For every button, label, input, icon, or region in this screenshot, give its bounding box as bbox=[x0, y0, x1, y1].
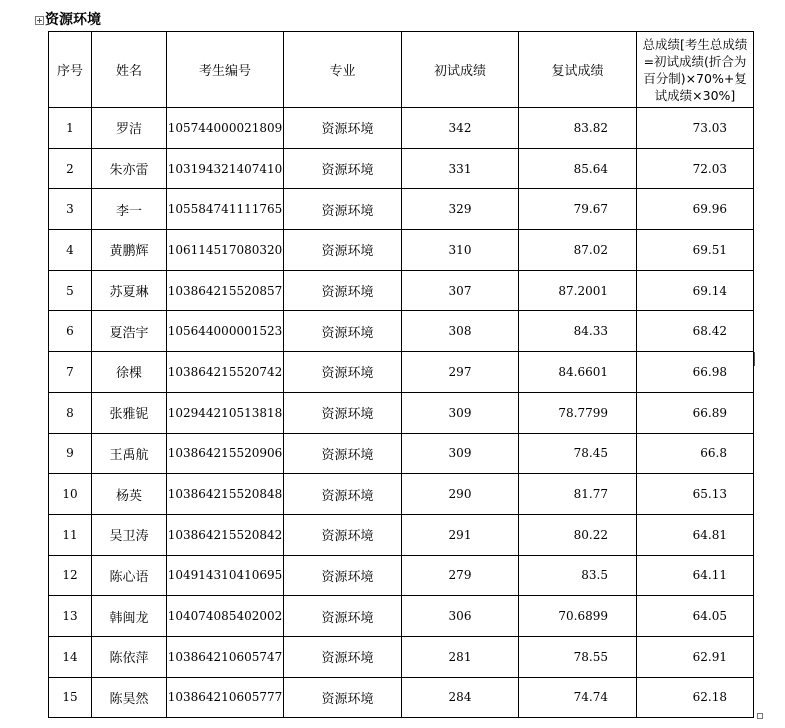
cell-no: 6 bbox=[49, 311, 92, 352]
cell-name: 陈依萍 bbox=[92, 636, 167, 677]
cell-total: 64.81 bbox=[637, 514, 754, 555]
cell-major: 资源环境 bbox=[284, 474, 402, 515]
cell-retest: 81.77 bbox=[519, 474, 637, 515]
cell-initial: 281 bbox=[402, 636, 519, 677]
cell-no: 4 bbox=[49, 230, 92, 271]
cell-name: 苏夏琳 bbox=[92, 270, 167, 311]
cell-major: 资源环境 bbox=[284, 148, 402, 189]
cell-name: 张雅铌 bbox=[92, 392, 167, 433]
cell-name: 朱亦雷 bbox=[92, 148, 167, 189]
cell-retest: 84.6601 bbox=[519, 352, 637, 393]
score-table bbox=[48, 31, 754, 718]
cell-initial: 307 bbox=[402, 270, 519, 311]
cell-no: 12 bbox=[49, 555, 92, 596]
table-row bbox=[49, 514, 754, 555]
cell-major: 资源环境 bbox=[284, 311, 402, 352]
table-row bbox=[49, 596, 754, 637]
cell-no: 7 bbox=[49, 352, 92, 393]
cell-no: 10 bbox=[49, 474, 92, 515]
cell-retest: 83.5 bbox=[519, 555, 637, 596]
cell-initial: 309 bbox=[402, 433, 519, 474]
cell-name: 罗洁 bbox=[92, 108, 167, 149]
cell-name: 吴卫涛 bbox=[92, 514, 167, 555]
cell-major: 资源环境 bbox=[284, 555, 402, 596]
cell-no: 5 bbox=[49, 270, 92, 311]
cell-major: 资源环境 bbox=[284, 270, 402, 311]
cell-initial: 342 bbox=[402, 108, 519, 149]
cell-major: 资源环境 bbox=[284, 433, 402, 474]
col-header-total: 总成绩[考生总成绩=初试成绩(折合为百分制)×70%+复试成绩×30%] bbox=[637, 32, 754, 108]
cell-initial: 297 bbox=[402, 352, 519, 393]
table-row bbox=[49, 270, 754, 311]
cell-id: 103864215520842 bbox=[167, 514, 284, 555]
cell-retest: 70.6899 bbox=[519, 596, 637, 637]
page-title: 资源环境 bbox=[45, 12, 101, 28]
table-row bbox=[49, 189, 754, 230]
cell-initial: 291 bbox=[402, 514, 519, 555]
cell-id: 103864215520848 bbox=[167, 474, 284, 515]
cell-initial: 329 bbox=[402, 189, 519, 230]
cell-initial: 331 bbox=[402, 148, 519, 189]
table-row bbox=[49, 392, 754, 433]
cell-total: 65.13 bbox=[637, 474, 754, 515]
cell-id: 104914310410695 bbox=[167, 555, 284, 596]
table-row bbox=[49, 148, 754, 189]
cell-major: 资源环境 bbox=[284, 514, 402, 555]
cell-major: 资源环境 bbox=[284, 677, 402, 718]
table-row bbox=[49, 230, 754, 271]
cell-edge-marker bbox=[754, 352, 755, 366]
header-row bbox=[49, 32, 754, 108]
cell-name: 王禹航 bbox=[92, 433, 167, 474]
col-header-major: 专业 bbox=[284, 32, 402, 108]
cell-id: 103864215520906 bbox=[167, 433, 284, 474]
cell-major: 资源环境 bbox=[284, 189, 402, 230]
cell-retest: 83.82 bbox=[519, 108, 637, 149]
cell-major: 资源环境 bbox=[284, 392, 402, 433]
cell-total: 69.51 bbox=[637, 230, 754, 271]
cell-retest: 79.67 bbox=[519, 189, 637, 230]
cell-retest: 85.64 bbox=[519, 148, 637, 189]
cell-total: 68.42 bbox=[637, 311, 754, 352]
cell-id: 105584741111765 bbox=[167, 189, 284, 230]
table-move-handle-icon[interactable] bbox=[35, 16, 44, 25]
cell-retest: 87.2001 bbox=[519, 270, 637, 311]
table-row bbox=[49, 108, 754, 149]
cell-total: 62.18 bbox=[637, 677, 754, 718]
table-row bbox=[49, 636, 754, 677]
cell-no: 14 bbox=[49, 636, 92, 677]
table-row bbox=[49, 311, 754, 352]
cell-total: 69.14 bbox=[637, 270, 754, 311]
cell-no: 15 bbox=[49, 677, 92, 718]
cell-name: 杨英 bbox=[92, 474, 167, 515]
table-row bbox=[49, 474, 754, 515]
table-row bbox=[49, 352, 754, 393]
cell-name: 黄鹏辉 bbox=[92, 230, 167, 271]
cell-total: 66.8 bbox=[637, 433, 754, 474]
cell-no: 1 bbox=[49, 108, 92, 149]
col-header-id: 考生编号 bbox=[167, 32, 284, 108]
cell-id: 103864210605777 bbox=[167, 677, 284, 718]
cell-name: 韩闽龙 bbox=[92, 596, 167, 637]
cell-retest: 80.22 bbox=[519, 514, 637, 555]
cell-no: 2 bbox=[49, 148, 92, 189]
cell-no: 13 bbox=[49, 596, 92, 637]
cell-no: 8 bbox=[49, 392, 92, 433]
table-row bbox=[49, 433, 754, 474]
cell-name: 徐棵 bbox=[92, 352, 167, 393]
cell-retest: 78.45 bbox=[519, 433, 637, 474]
cell-id: 105644000001523 bbox=[167, 311, 284, 352]
cell-retest: 78.55 bbox=[519, 636, 637, 677]
cell-initial: 309 bbox=[402, 392, 519, 433]
cell-id: 102944210513818 bbox=[167, 392, 284, 433]
cell-total: 72.03 bbox=[637, 148, 754, 189]
cell-no: 3 bbox=[49, 189, 92, 230]
cell-retest: 74.74 bbox=[519, 677, 637, 718]
cell-major: 资源环境 bbox=[284, 108, 402, 149]
cell-total: 69.96 bbox=[637, 189, 754, 230]
table-row bbox=[49, 555, 754, 596]
cell-no: 11 bbox=[49, 514, 92, 555]
col-header-retest: 复试成绩 bbox=[519, 32, 637, 108]
cell-no: 9 bbox=[49, 433, 92, 474]
cell-initial: 310 bbox=[402, 230, 519, 271]
cell-total: 73.03 bbox=[637, 108, 754, 149]
cell-total: 64.05 bbox=[637, 596, 754, 637]
cell-id: 103864215520742 bbox=[167, 352, 284, 393]
cell-retest: 87.02 bbox=[519, 230, 637, 271]
cell-major: 资源环境 bbox=[284, 230, 402, 271]
cell-name: 李一 bbox=[92, 189, 167, 230]
cell-name: 陈昊然 bbox=[92, 677, 167, 718]
cell-id: 104074085402002 bbox=[167, 596, 284, 637]
cell-initial: 290 bbox=[402, 474, 519, 515]
table-row bbox=[49, 677, 754, 718]
cell-name: 夏浩宇 bbox=[92, 311, 167, 352]
cell-retest: 84.33 bbox=[519, 311, 637, 352]
cell-id: 106114517080320 bbox=[167, 230, 284, 271]
col-header-name: 姓名 bbox=[92, 32, 167, 108]
cell-id: 103864210605747 bbox=[167, 636, 284, 677]
cell-retest: 78.7799 bbox=[519, 392, 637, 433]
cell-total: 66.89 bbox=[637, 392, 754, 433]
cell-total: 62.91 bbox=[637, 636, 754, 677]
cell-major: 资源环境 bbox=[284, 352, 402, 393]
cell-initial: 284 bbox=[402, 677, 519, 718]
cell-id: 103194321407410 bbox=[167, 148, 284, 189]
cell-id: 103864215520857 bbox=[167, 270, 284, 311]
col-header-no: 序号 bbox=[49, 32, 92, 108]
col-header-initial: 初试成绩 bbox=[402, 32, 519, 108]
cell-total: 64.11 bbox=[637, 555, 754, 596]
cell-name: 陈心语 bbox=[92, 555, 167, 596]
cell-initial: 308 bbox=[402, 311, 519, 352]
cell-initial: 279 bbox=[402, 555, 519, 596]
cell-major: 资源环境 bbox=[284, 636, 402, 677]
table-resize-handle-icon[interactable] bbox=[757, 713, 763, 719]
cell-id: 105744000021809 bbox=[167, 108, 284, 149]
cell-total: 66.98 bbox=[637, 352, 754, 393]
cell-major: 资源环境 bbox=[284, 596, 402, 637]
cell-initial: 306 bbox=[402, 596, 519, 637]
